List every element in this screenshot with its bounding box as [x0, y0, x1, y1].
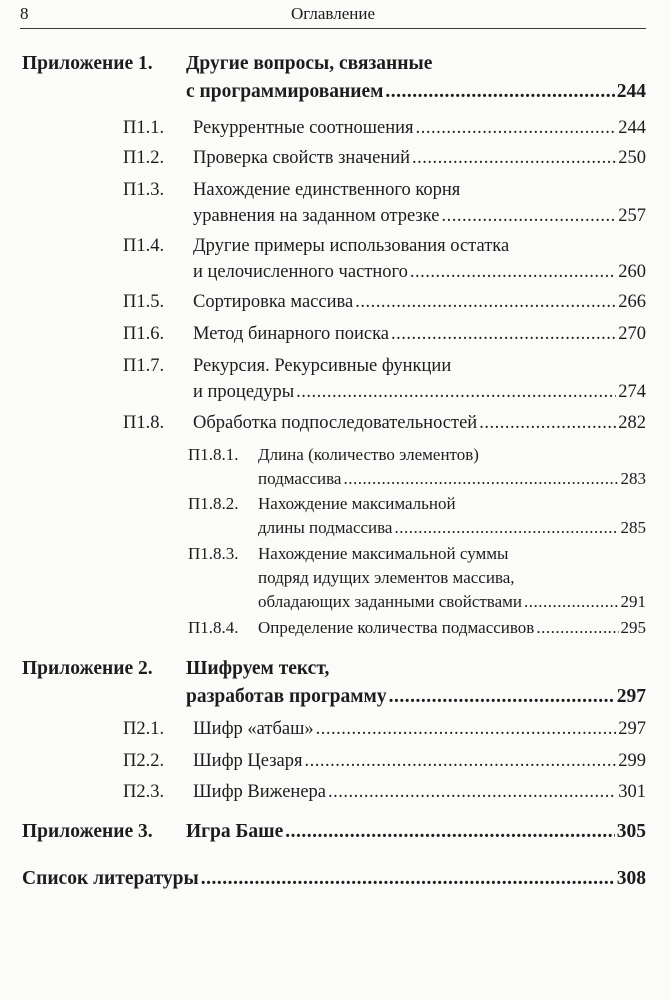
dot-leader [355, 289, 616, 315]
toc-page-number: 270 [618, 324, 646, 344]
toc-number: П1.1. [123, 118, 165, 138]
toc-number: Приложение 3. [22, 821, 153, 842]
toc-page-number: 297 [618, 719, 646, 739]
dot-leader [343, 467, 618, 491]
toc-page-number: 305 [616, 821, 646, 842]
toc-title-line: Шифр Виженера [193, 782, 326, 802]
dot-leader [328, 779, 616, 805]
toc-title-line: Игра Баше [186, 821, 284, 842]
toc-title-line: Длина (количество элементов) [258, 445, 479, 464]
toc-title-line: Рекуррентные соотношения [193, 118, 414, 138]
toc-number: П1.8.3. [188, 544, 239, 563]
toc-page-number: 250 [618, 148, 646, 168]
toc-page-number: 295 [620, 618, 646, 637]
toc-title-line: обладающих заданными свойствами [258, 592, 522, 611]
toc-title-line: Список литературы [22, 868, 199, 889]
dot-leader [412, 145, 616, 171]
dot-leader [410, 259, 616, 285]
dot-leader [305, 748, 617, 774]
toc-number: П2.3. [123, 782, 165, 802]
toc-number: П1.8.1. [188, 445, 239, 464]
toc-title-line: Проверка свойств значений [193, 148, 411, 168]
toc-title-line: с программированием [186, 81, 384, 102]
dot-leader [385, 78, 614, 106]
toc-page-number: 301 [618, 782, 646, 802]
toc-title-line: Другие вопросы, связанные [186, 53, 433, 74]
dot-leader [391, 321, 616, 347]
toc-title-line: Рекурсия. Рекурсивные функции [193, 356, 452, 376]
toc-number: П2.1. [123, 719, 165, 739]
dot-leader [389, 683, 615, 711]
toc-title-line: Метод бинарного поиска [193, 324, 390, 344]
toc-number: П1.8. [123, 413, 165, 433]
toc-page-number: 297 [616, 686, 646, 707]
dot-leader [441, 203, 616, 229]
toc-title-line: подмассива [258, 469, 342, 488]
dot-leader [201, 865, 615, 893]
toc-page-number: 285 [620, 518, 646, 537]
toc-number: П1.7. [123, 356, 165, 376]
dot-leader [394, 516, 618, 540]
toc-page-number: 283 [620, 469, 646, 488]
toc-title-line: Сортировка массива [193, 292, 354, 312]
toc-number: Приложение 2. [22, 658, 153, 679]
toc-title-line: и целочисленного частного [193, 262, 408, 282]
dot-leader [536, 616, 618, 640]
dot-leader [285, 818, 614, 846]
toc-title-line: Нахождение максимальной суммы [258, 544, 509, 563]
toc-title-line: и процедуры [193, 382, 295, 402]
dot-leader [416, 115, 617, 141]
toc-number: Приложение 1. [22, 53, 153, 74]
toc-number: П1.4. [123, 236, 165, 256]
toc-title-line: Нахождение максимальной [258, 494, 456, 513]
running-title: Оглавление [291, 4, 375, 23]
toc-page-number: 308 [616, 868, 646, 889]
page-number: 8 [20, 4, 29, 23]
dot-leader [316, 716, 617, 742]
dot-leader [524, 590, 619, 614]
toc-title-line: длины подмассива [258, 518, 393, 537]
running-header [20, 4, 646, 29]
toc-page-number: 282 [618, 413, 646, 433]
toc-number: П2.2. [123, 751, 165, 771]
toc-number: П1.5. [123, 292, 165, 312]
toc-number: П1.3. [123, 180, 165, 200]
toc-page-number: 257 [618, 206, 646, 226]
toc-title-line: разработав программу [186, 686, 387, 707]
toc-page-number: 291 [620, 592, 646, 611]
toc-title-line: Определение количества подмассивов [258, 618, 535, 637]
toc-page-number: 244 [618, 118, 646, 138]
dot-leader [479, 410, 616, 436]
toc-number: П1.6. [123, 324, 165, 344]
toc-page-number: 266 [618, 292, 646, 312]
toc-number: П1.8.4. [188, 618, 239, 637]
toc-title-line: Нахождение единственного корня [193, 180, 461, 200]
toc-title-line: Обработка подпоследовательностей [193, 413, 478, 433]
toc-page-number: 244 [616, 81, 646, 102]
dot-leader [296, 379, 616, 405]
toc-page-number: 299 [618, 751, 646, 771]
toc-number: П1.8.2. [188, 494, 239, 513]
toc-number: П1.2. [123, 148, 165, 168]
toc-title-line: уравнения на заданном отрезке [193, 206, 440, 226]
toc-title-line: Другие примеры использования остатка [193, 236, 510, 256]
toc-page-number: 274 [618, 382, 646, 402]
toc-title-line: Шифруем текст, [186, 658, 330, 679]
toc-title-line: Шифр «атбаш» [193, 719, 314, 739]
toc-title-line: Шифр Цезаря [193, 751, 303, 771]
toc-title-line: подряд идущих элементов массива, [258, 568, 515, 587]
toc-page-number: 260 [618, 262, 646, 282]
